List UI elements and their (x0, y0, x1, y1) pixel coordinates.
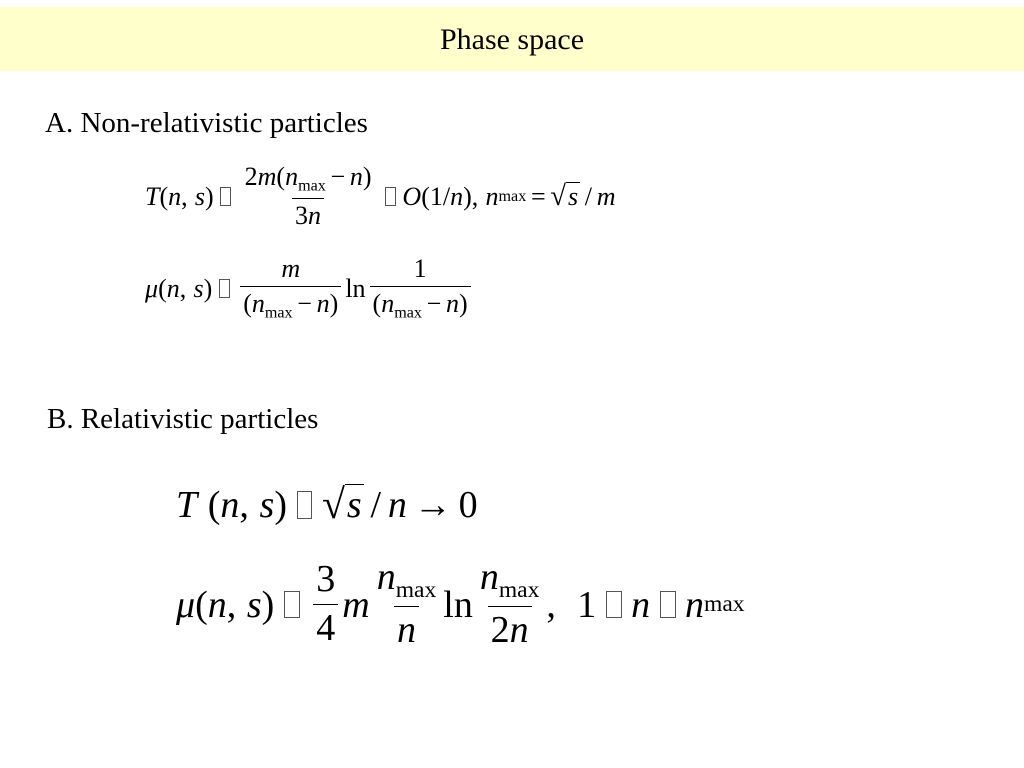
approx-glyph-icon (385, 187, 396, 206)
approx-glyph-icon (219, 279, 230, 298)
sym-T: T (145, 181, 160, 211)
sqrt-s: √ s (321, 481, 362, 528)
fraction-three-quarters: $\frac{3}{4}$ (313, 558, 338, 650)
much-less-glyph-icon (606, 591, 622, 618)
equation-a2: μ ( n , s ) $\frac{m}{(n_{max} - n)}$ ln $\frac{1}{(n_{max} - n)}$ (145, 254, 475, 323)
approx-glyph-icon (220, 187, 231, 206)
fraction-a2-left: $\frac{m}{(n_{max} - n)}$ (240, 254, 341, 323)
equation-b2: μ ( n , s ) $\frac{3}{4}$ m $\frac{n_{max}}{n}$ ln $\frac{n_{max}}{2n}$ , 1 n n max (176, 556, 745, 652)
section-b-heading: B. Relativistic particles (47, 403, 319, 435)
approx-glyph-icon (297, 491, 313, 518)
much-less-glyph-icon (660, 591, 676, 618)
equation-b1: T ( n , s ) √ s / n → 0 (176, 481, 478, 528)
section-a-heading: A. Non-relativistic particles (45, 107, 368, 139)
equation-a1: T ( n , s ) $\frac{2m(n_{max} - n)}{3n}$ O ( 1 / n ) , n max = √ s / m (145, 162, 616, 231)
sym-mu: μ (145, 273, 159, 303)
sqrt-s: √ s (550, 180, 579, 212)
fraction-b2-right: $\frac{n_{max}}{2n}$ (479, 556, 540, 652)
fraction-b2-middle: $\frac{n_{max}}{n}$ (376, 556, 437, 652)
fraction-a1: $\frac{2m(n_{max} - n)}{3n}$ (244, 162, 372, 231)
approx-glyph-icon (284, 591, 300, 618)
slide-title: Phase space (439, 23, 585, 56)
fraction-a2-right: $\frac{1}{(n_{max} - n)}$ (370, 254, 471, 323)
